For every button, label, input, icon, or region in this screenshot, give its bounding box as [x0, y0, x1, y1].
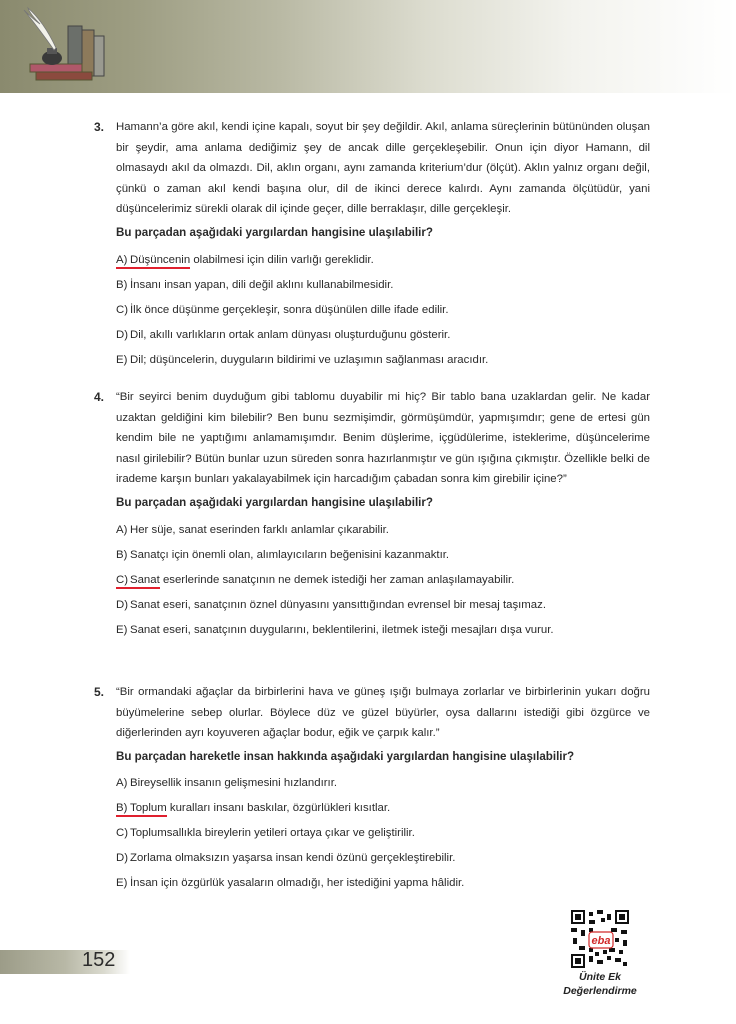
options-list — [116, 248, 650, 373]
question-passage: “Bir seyirci benim duyduğum gibi tablomu duyabilir mi hiç? Bir tablo bana uzaklardan gelir. Ne kadar uzaktan geldiğini kim bilebilir? Ben bunu sezmişimdir, görmüşümdür, yapmışımdır; gene de ertesi gün kendim bile ne yaptığımı anlamamışımdır. Benim düşlerime, içgüdülerime, isteklerime, düşüncelerime nasıl girilebilir? Bütün bunlar uzun süreden sonra hazırlanmıştır ve gün ışığına çıkmıştır. Özellikle belki de irademe karşın bunları yakalayabilmek için harcadığım çabadan sonra kim girebilir içine?” — [116, 391, 650, 486]
option-c[interactable]: C) İlk önce düşünme gerçekleşir, sonra düşünülen dille ifade edilir. — [116, 303, 449, 316]
quill-inkwell-books-icon — [0, 0, 150, 93]
option-b[interactable]: B) İnsanı insan yapan, dili değil aklını kullanabilmesidir. — [116, 278, 394, 291]
label-line-1: Ünite Ek — [578, 971, 621, 983]
option-e[interactable]: E) İnsan için özgürlük yasaların olmadığı, her istediğini yapma hâlidir. — [116, 877, 465, 890]
options-list — [116, 771, 650, 896]
option-a[interactable]: A) Her süje, sanat eserinden farklı anlamlar çıkarabilir. — [116, 523, 389, 536]
option-e[interactable]: E) Sanat eseri, sanatçının duygularını, beklentilerini, iletmek isteği mesajları dışa vurur. — [116, 623, 554, 636]
question-5 — [94, 682, 650, 896]
option-c[interactable]: C) Sanat eserlerinde sanatçının ne demek istediği her zaman anlaşılamayabilir. — [116, 568, 650, 593]
page-number: 152 — [82, 949, 116, 971]
qr-code-icon[interactable] — [571, 910, 629, 968]
question-3 — [94, 117, 650, 373]
qr-badge-label: eba — [591, 935, 611, 947]
option-a[interactable]: A) Düşüncenin olabilmesi için dilin varlığı gereklidir. — [116, 248, 650, 273]
option-d[interactable]: D) Dil, akıllı varlıkların ortak anlam dünyası oluşturduğunu gösterir. — [116, 328, 451, 341]
label-line-2: Değerlendirme — [563, 985, 637, 997]
option-b[interactable]: B) Sanatçı için önemli olan, alımlayıcıların beğenisini kazanmaktır. — [116, 548, 450, 561]
question-number: 4. — [94, 390, 105, 404]
option-c[interactable]: C) Toplumsallıkla bireylerin yetileri ortaya çıkar ve geliştirilir. — [116, 827, 415, 840]
question-passage: “Bir ormandaki ağaçlar da birbirlerini hava ve güneş ışığı bulmaya zorlarlar ve birbirlerinin yukarı doğru büyümelerine sebep olurlar. Böylece düz ve güzel büyürler, oysa dallarını istediği gibi özgürce ve diğerlerinden ayrı koyuveren ağaçlar bodur, eğik ve çarpık kalır.” — [116, 686, 650, 740]
unit-review-label — [550, 970, 650, 998]
option-e[interactable]: E) Dil; düşüncelerin, duyguların bildirimi ve uzlaşımın sağlanması aracıdır. — [116, 353, 489, 366]
question-number: 3. — [94, 120, 105, 134]
highlight-underline: C) Sanat — [116, 574, 160, 589]
highlight-underline: B) Toplum — [116, 802, 167, 817]
option-a[interactable]: A) Bireysellik insanın gelişmesini hızlandırır. — [116, 777, 338, 790]
option-d[interactable]: D) Sanat eseri, sanatçının öznel dünyasını yansıttığından evrensel bir mesaj taşımaz. — [116, 598, 546, 611]
options-list — [116, 518, 650, 643]
highlight-underline: A) Düşüncenin — [116, 254, 190, 269]
question-stem: Bu parçadan hareketle insan hakkında aşağıdaki yargılardan hangisine ulaşılabilir? — [116, 749, 575, 763]
question-stem: Bu parçadan aşağıdaki yargılardan hangisine ulaşılabilir? — [116, 225, 433, 239]
question-stem: Bu parçadan aşağıdaki yargılardan hangisine ulaşılabilir? — [116, 495, 433, 509]
option-b[interactable]: B) Toplum kuralları insanı baskılar, özgürlükleri kısıtlar. — [116, 796, 650, 821]
question-number: 5. — [94, 685, 105, 699]
question-4 — [94, 387, 650, 643]
option-d[interactable]: D) Zorlama olmaksızın yaşarsa insan kendi özünü gerçekleştirebilir. — [116, 852, 456, 865]
question-passage: Hamann’a göre akıl, kendi içine kapalı, soyut bir şey değildir. Akıl, anlama süreçlerinin bütününden oluşan bir şeydir, ama anlama dediğimiz şey de ancak dille gerçekleşebilir. Onun için diyor Hamann, dil olmasaydı akıl da olmazdı. Dil, aklın organı, aynı zamanda kriterium’dur (ölçüt). Aklın yalnız organı değil, çünkü o zaman akıl kendi başına olur, dil de ikinci derece kalırdı. Aynı zamanda ölçütüdür, yani düşüncelerimiz sürekli olarak dil içinde geçer, dille berraklaşır, dille gerçekleşir. — [116, 121, 650, 216]
